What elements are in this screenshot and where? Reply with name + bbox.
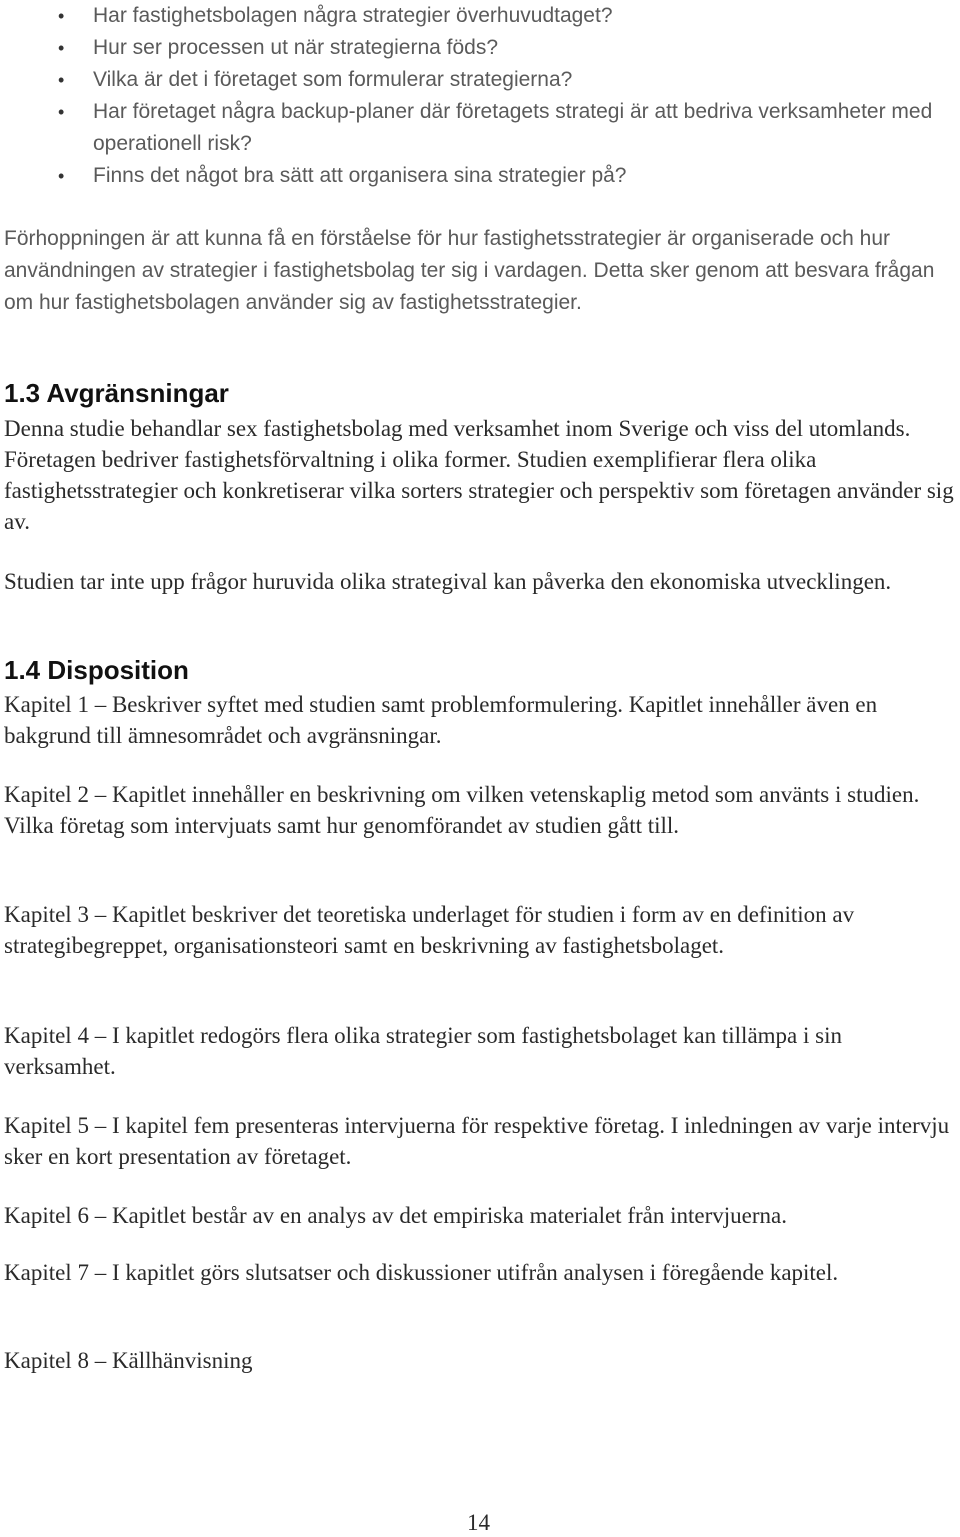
section-heading-disposition: 1.4 Disposition	[4, 655, 189, 685]
list-item	[0, 32, 933, 64]
list-item-text: Finns det något bra sätt att organisera sina strategier på?	[93, 164, 627, 187]
section-heading-avgransningar: 1.3 Avgränsningar	[4, 378, 229, 408]
avgransningar-paragraph: Denna studie behandlar sex fastighetsbolag med verksamhet inom Sverige och viss del utomlands. Företagen bedriver fastighetsförvaltning i olika former. Studien exemplifierar flera olika fastighetsstrategier och konkretiserar vilka sorters strategier och perspektiv som företagen använder sig av.	[4, 416, 954, 534]
chapter-2-paragraph: Kapitel 2 – Kapitlet innehåller en beskrivning om vilken vetenskaplig metod som använts i studien. Vilka företag som intervjuats samt hur genomförandet av studien gått till.	[4, 782, 920, 838]
list-item	[0, 160, 933, 192]
list-item-text: Hur ser processen ut när strategierna föds?	[93, 36, 499, 59]
avgransningar-paragraph-2: Studien tar inte upp frågor huruvida olika strategival kan påverka den ekonomiska utvecklingen.	[4, 569, 892, 594]
bullet-icon: •	[58, 102, 65, 122]
list-item	[0, 64, 933, 96]
list-item	[0, 0, 933, 32]
intro-paragraph: Förhoppningen är att kunna få en förståelse för hur fastighetsstrategier är organiserade och hur användningen av strategier i fastighetsbolag ter sig i vardagen. Detta sker genom att besvara frågan om hur fastighetsbolagen använder sig av fastighetsstrategier.	[4, 227, 935, 314]
chapter-6-paragraph: Kapitel 6 – Kapitlet består av en analys av det empiriska materialet från intervjuerna.	[4, 1203, 787, 1228]
chapter-1-paragraph: Kapitel 1 – Beskriver syftet med studien samt problemformulering. Kapitlet innehåller även en bakgrund till ämnesområdet och avgränsningar.	[4, 692, 878, 748]
chapter-4-paragraph: Kapitel 4 – I kapitlet redogörs flera olika strategier som fastighetsbolaget kan tillämpa i sin verksamhet.	[4, 1023, 842, 1079]
bullet-icon: •	[58, 166, 65, 186]
chapter-8-paragraph: Kapitel 8 – Källhänvisning	[4, 1348, 253, 1373]
bullet-icon: •	[58, 70, 65, 90]
page-number: 14	[467, 1510, 490, 1535]
chapter-5-paragraph: Kapitel 5 – I kapitel fem presenteras intervjuerna för respektive företag. I inledningen av varje intervju sker en kort presentation av företaget.	[4, 1113, 950, 1169]
list-item-text: Har fastighetsbolagen några strategier överhuvudtaget?	[93, 4, 613, 27]
list-item-text: Vilka är det i företaget som formulerar strategierna?	[93, 68, 573, 91]
list-item	[0, 96, 933, 160]
question-list	[0, 0, 960, 192]
chapter-3-paragraph: Kapitel 3 – Kapitlet beskriver det teoretiska underlaget för studien i form av en definition av strategibegreppet, organisationsteori samt en beskrivning av fastighetsbolaget.	[4, 902, 855, 958]
list-item-text: Har företaget några backup-planer där företagets strategi är att bedriva verksamheter med operationell risk?	[93, 100, 933, 155]
chapter-7-paragraph: Kapitel 7 – I kapitlet görs slutsatser och diskussioner utifrån analysen i föregående kapitel.	[4, 1260, 839, 1285]
bullet-icon: •	[58, 6, 65, 26]
bullet-icon: •	[58, 38, 65, 58]
